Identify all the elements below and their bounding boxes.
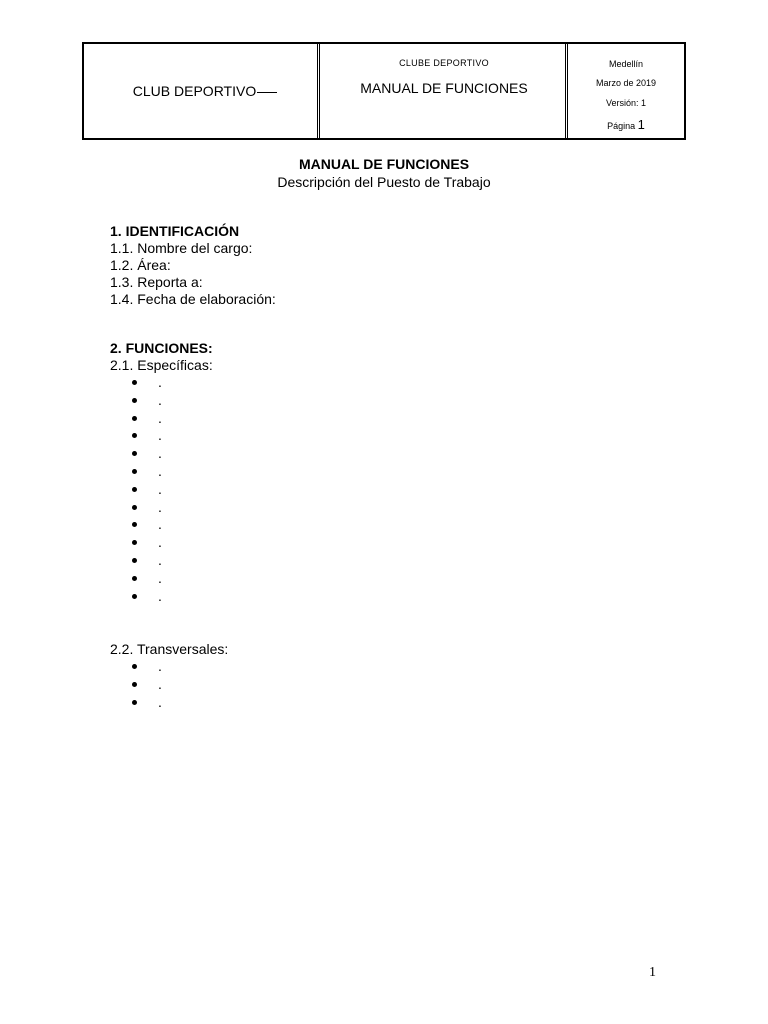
transversales-list [110,658,228,711]
header-manual-title: MANUAL DE FUNCIONES [360,80,528,96]
field-reporta-a: 1.3. Reporta a: [110,274,203,290]
club-name: CLUB DEPORTIVO [127,83,277,99]
section-heading: 2. FUNCIONES: [110,340,213,356]
field-nombre-cargo: 1.1. Nombre del cargo: [110,240,253,256]
club-name-blank [257,92,277,93]
list-item: . [132,427,213,445]
list-item: . [132,552,213,570]
bullet-icon [132,398,137,403]
bullet-icon [132,416,137,421]
section-identificacion [110,223,276,308]
list-item: . [132,499,213,517]
bullet-icon [132,558,137,563]
list-item: . [132,374,213,392]
header-city: Medellín [608,59,644,69]
header-version: Versión: 1 [605,98,647,108]
bullet-icon [132,664,137,669]
bullet-icon [132,700,137,705]
bullet-icon [132,540,137,545]
header-club-cell [84,44,320,138]
document-header-table [82,42,686,140]
list-item: . [132,463,213,481]
list-item: . [132,570,213,588]
header-meta-cell [568,44,684,138]
field-fecha-elaboracion: 1.4. Fecha de elaboración: [110,291,276,307]
bullet-icon [132,487,137,492]
bullet-icon [132,594,137,599]
bullet-icon [132,522,137,527]
bullet-icon [132,682,137,687]
especificas-list [110,374,213,605]
header-page [568,117,684,132]
header-date: Marzo de 2019 [595,78,657,88]
bullet-icon [132,451,137,456]
bullet-icon [132,505,137,510]
bullet-icon [132,576,137,581]
list-item: . [132,534,213,552]
list-item: . [132,481,213,499]
list-item: . [132,658,228,676]
bullet-icon [132,380,137,385]
document-title: MANUAL DE FUNCIONES [298,156,470,172]
document-title-block [0,155,768,191]
footer-page-number: 1 [649,965,656,980]
list-item: . [132,516,213,534]
header-page-number: 1 [637,117,645,132]
header-small-label: CLUBE DEPORTIVO [399,58,489,68]
list-item: . [132,588,213,606]
field-area: 1.2. Área: [110,257,171,273]
list-item: . [132,410,213,428]
list-item: . [132,676,228,694]
list-item: . [132,694,228,712]
header-title-cell [320,44,568,138]
document-subtitle: Descripción del Puesto de Trabajo [277,174,491,190]
header-page-label: Página [607,121,636,131]
section-transversales [110,641,228,711]
subsection-transversales: 2.2. Transversales: [110,641,229,657]
bullet-icon [132,469,137,474]
list-item: . [132,445,213,463]
list-item: . [132,392,213,410]
section-heading: 1. IDENTIFICACIÓN [110,223,240,239]
bullet-icon [132,433,137,438]
subsection-especificas: 2.1. Específicas: [110,357,213,373]
section-funciones [110,340,213,605]
